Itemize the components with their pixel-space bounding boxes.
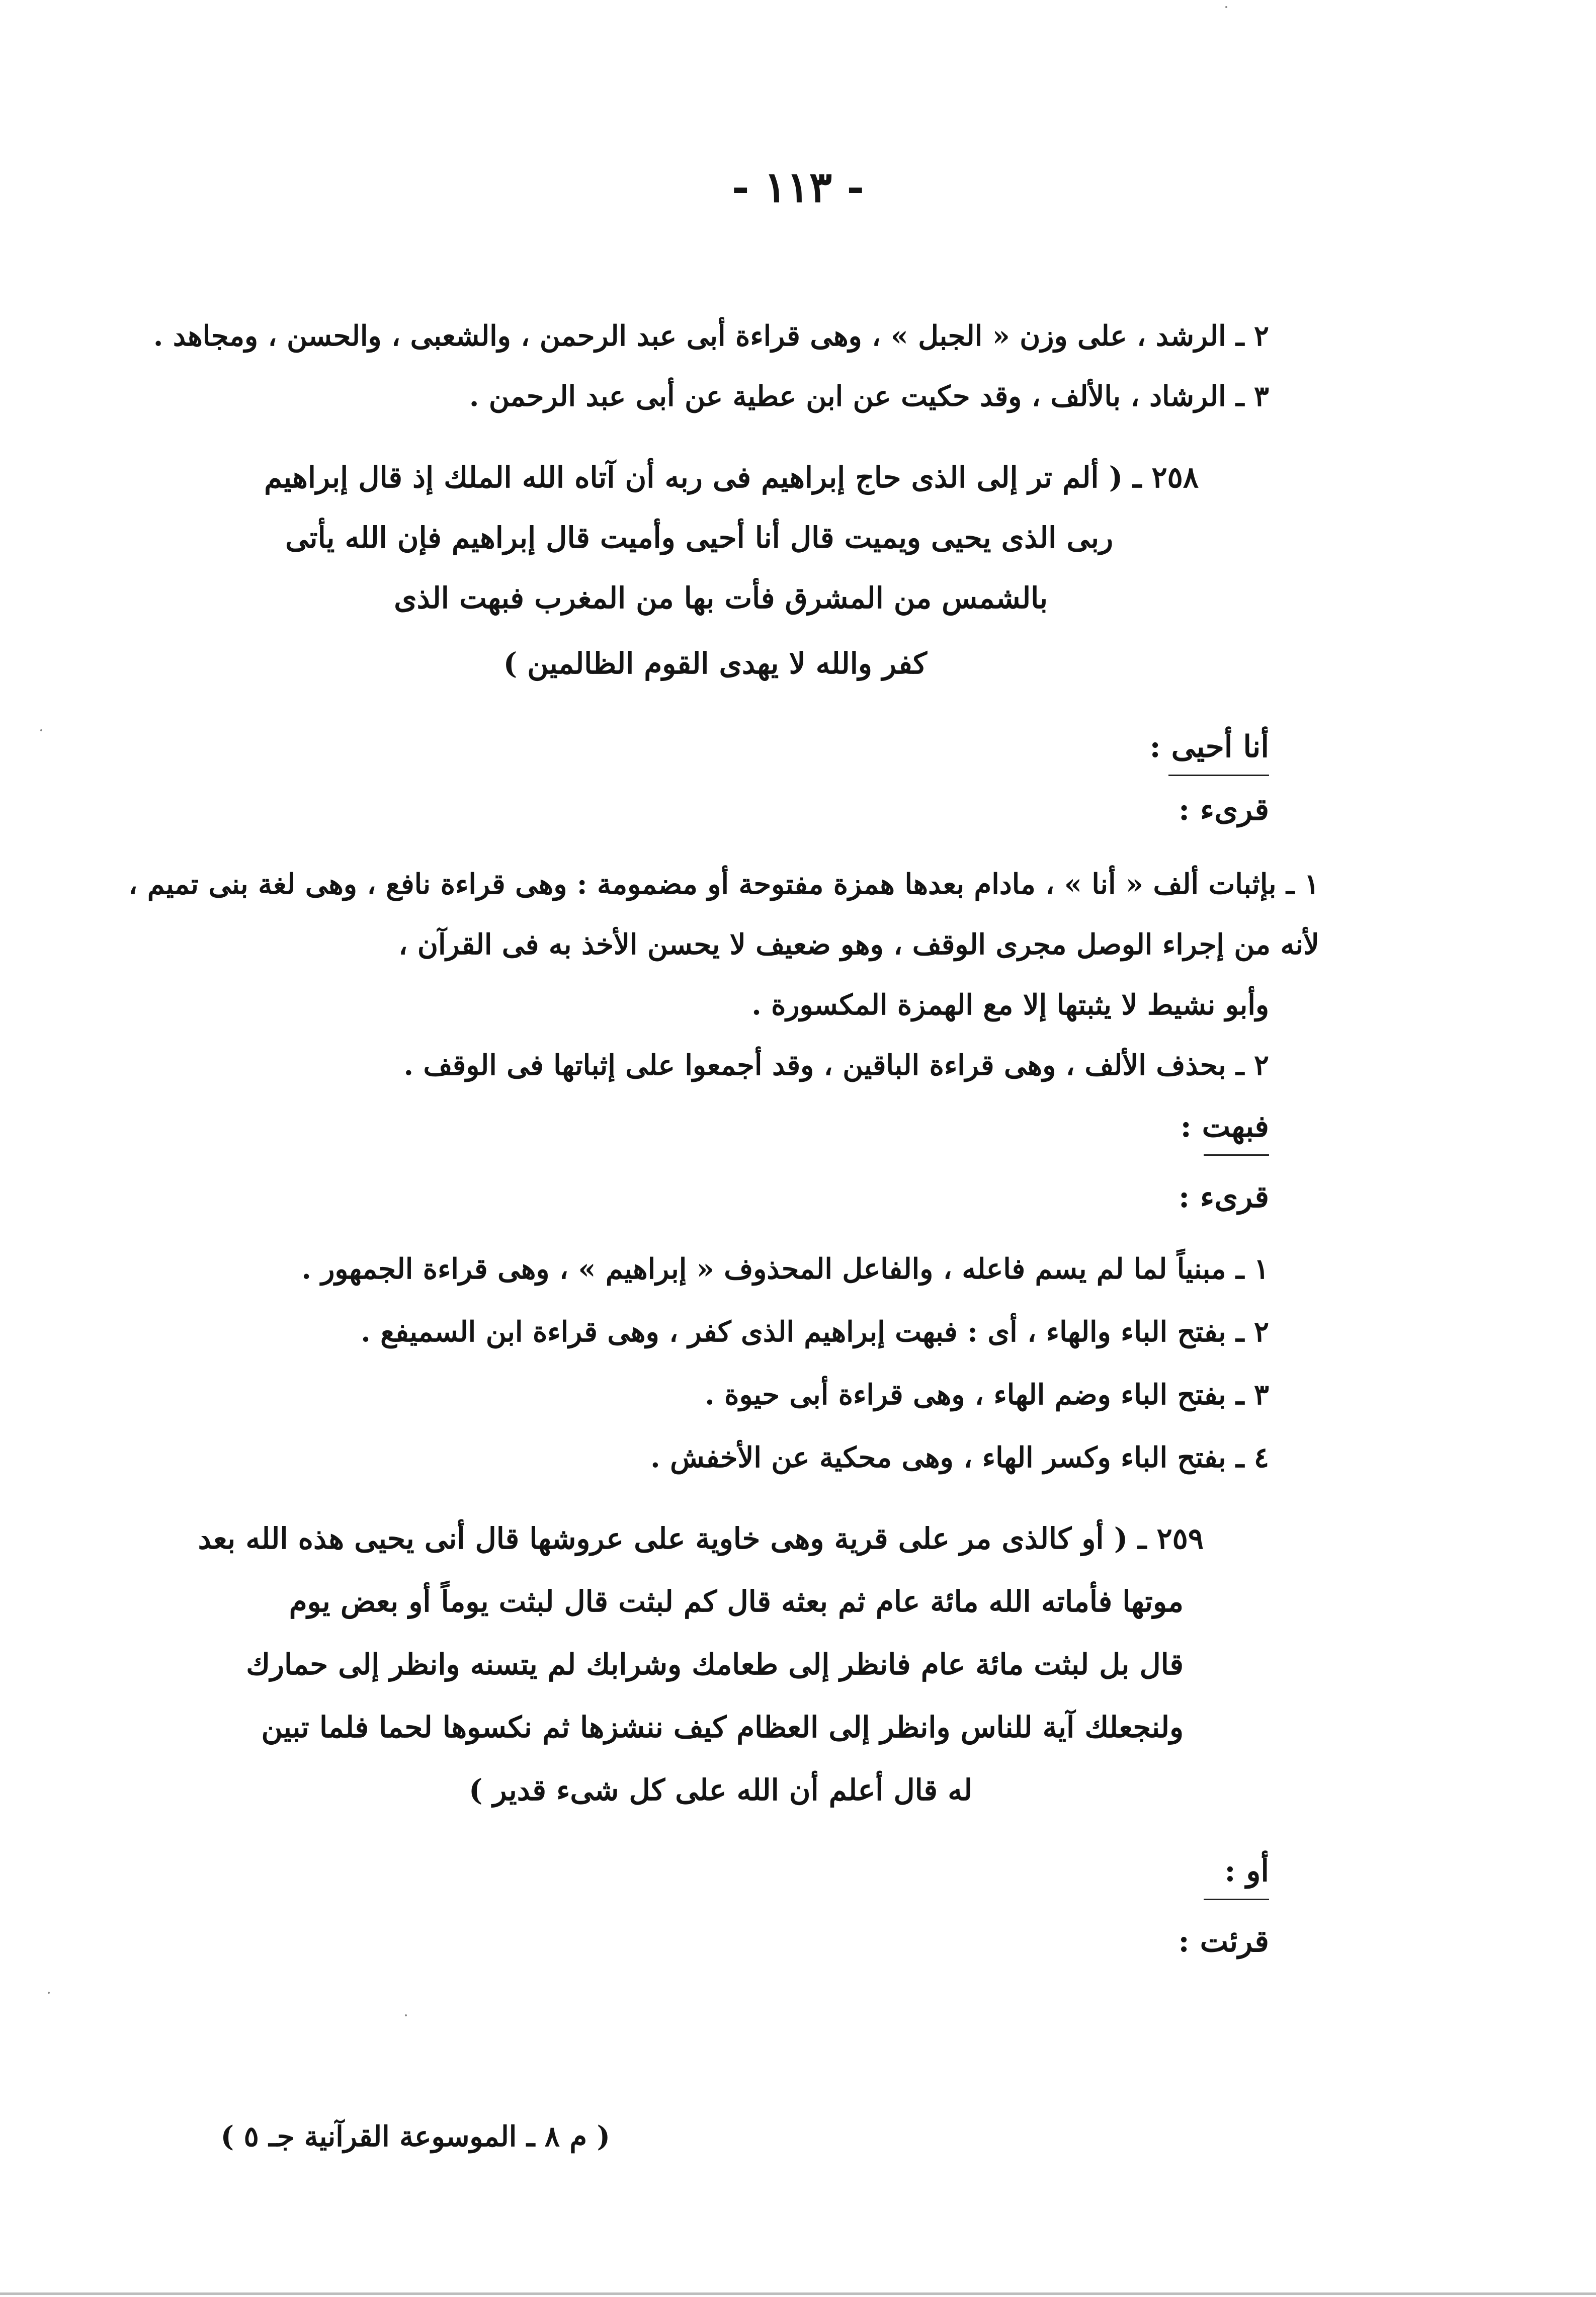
verse-259-line: ولنجعلك آية للناس وانظر إلى العظام كيف ننشزها ثم نكسوها لحما فلما تبين	[261, 1710, 1184, 1744]
heading-underline	[1168, 775, 1269, 776]
verse-258-line: ٢٥٨ ـ ( ألم تر إلى الذى حاج إبراهيم فى ربه أن آتاه الله الملك إذ قال إبراهيم	[264, 460, 1199, 494]
qura-label: قرىء :	[1179, 1179, 1269, 1215]
verse-258-line: كفر والله لا يهدى القوم الظالمين )	[503, 646, 927, 680]
verse-258-line: بالشمس من المشرق فأت بها من المغرب فبهت الذى	[394, 581, 1048, 615]
verse-259-line: له قال أعلم أن الله على كل شىء قدير )	[468, 1773, 972, 1807]
scan-speck	[40, 729, 42, 731]
qura-label: قرىء :	[1179, 792, 1269, 827]
reading-line: ٣ ـ الرشاد ، بالألف ، وقد حكيت عن ابن عطية عن أبى عبد الرحمن .	[469, 380, 1269, 413]
reading-line: ١ ـ بإثبات ألف « أنا » ، مادام بعدها همزة مفتوحة أو مضمومة : وهى قراءة نافع ، وهى لغة بنى تميم ،	[128, 868, 1319, 901]
verse-259-line: موتها فأماته الله مائة عام ثم بعثه قال كم لبثت قال لبثت يوماً أو بعض يوم	[289, 1584, 1184, 1619]
verse-258-line: ربى الذى يحيى ويميت قال أنا أحيى وأميت قال إبراهيم فإن الله يأتى	[285, 521, 1113, 555]
reading-line: وأبو نشيط لا يثبتها إلا مع الهمزة المكسورة .	[751, 988, 1269, 1022]
reading-line: ١ ـ مبنياً لما لم يسم فاعله ، والفاعل المحذوف « إبراهيم » ، وهى قراءة الجمهور .	[301, 1252, 1269, 1286]
reading-line: ٤ ـ بفتح الباء وكسر الهاء ، وهى محكية عن الأخفش .	[650, 1441, 1269, 1474]
word-heading: فبهت :	[1180, 1109, 1269, 1144]
page-number: - ١١٣ -	[731, 162, 865, 212]
word-heading: أو :	[1224, 1853, 1269, 1889]
heading-underline	[1204, 1899, 1269, 1900]
reading-line: ٢ ـ بفتح الباء والهاء ، أى : فبهت إبراهيم الذى كفر ، وهى قراءة ابن السميفع .	[361, 1315, 1269, 1348]
page-bottom-edge	[0, 2292, 1596, 2295]
word-heading: أنا أحيى :	[1149, 729, 1269, 764]
scan-speck	[1225, 6, 1227, 8]
reading-line: لأنه من إجراء الوصل مجرى الوقف ، وهو ضعيف لا يحسن الأخذ به فى القرآن ،	[398, 928, 1319, 961]
verse-259-line: قال بل لبثت مائة عام فانظر إلى طعامك وشرابك لم يتسنه وانظر إلى حمارك	[246, 1647, 1184, 1681]
qura-label: قرئت :	[1178, 1924, 1269, 1959]
scan-speck	[48, 1992, 50, 1994]
heading-underline	[1204, 1154, 1269, 1156]
reading-line: ٣ ـ بفتح الباء وضم الهاء ، وهى قراءة أبى حيوة .	[705, 1378, 1269, 1411]
reading-line: ٢ ـ الرشد ، على وزن « الجبل » ، وهى قراءة أبى عبد الرحمن ، والشعبى ، والحسن ، ومجاهد .	[153, 319, 1269, 353]
scan-speck	[405, 2014, 407, 2016]
verse-259-line: ٢٥٩ ـ ( أو كالذى مر على قرية وهى خاوية على عروشها قال أنى يحيى هذه الله بعد	[198, 1521, 1204, 1556]
page-footer: ( م ٨ ـ الموسوعة القرآنية جـ ٥ )	[220, 2120, 610, 2153]
reading-line: ٢ ـ بحذف الألف ، وهى قراءة الباقين ، وقد أجمعوا على إثباتها فى الوقف .	[403, 1049, 1269, 1082]
